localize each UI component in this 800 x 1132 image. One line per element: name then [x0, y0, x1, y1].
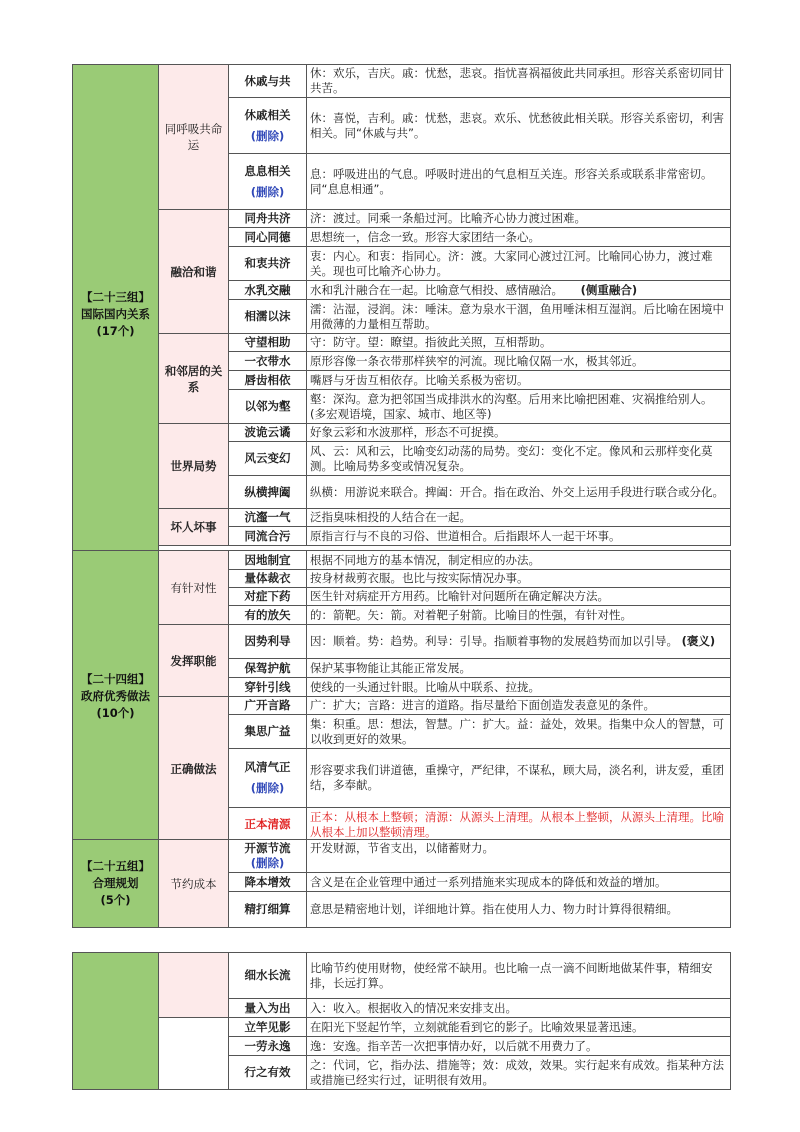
- term: 量体裁衣: [229, 570, 307, 588]
- group-count: (10个): [96, 705, 135, 720]
- term: 保驾护航: [229, 659, 307, 678]
- term: 一衣带水: [229, 352, 307, 371]
- table-row: [73, 953, 731, 999]
- description: 原形容像一条衣带那样狭窄的河流。现比喻仅隔一水，极其邻近。: [307, 352, 731, 371]
- description: 因：顺着。势：趋势。利导：引导。指顺着事物的发展趋势而加以引导。: [310, 634, 678, 648]
- term: 风云变幻: [229, 442, 307, 476]
- emphasis-note: (褒义): [681, 634, 716, 648]
- term: 穿针引线: [229, 678, 307, 697]
- term: 细水长流: [229, 953, 307, 999]
- delete-tag: (删除): [250, 128, 285, 143]
- group-title: 【二十三组】: [81, 290, 150, 304]
- table-row: [73, 840, 731, 873]
- section-continued-cell: [159, 953, 229, 1018]
- group-title: 【二十四组】: [81, 671, 150, 686]
- description: 集：积重。思：想法，智慧。广：扩大。益：益处，效果。指集中众人的智慧，可以收到更好的效果。: [307, 715, 731, 749]
- term: 立竿见影: [229, 1018, 307, 1037]
- term: 休戚相关: [244, 107, 291, 122]
- description: 水和乳汁融合在一起。比喻意气相投、感情融洽。: [310, 282, 563, 297]
- description: 纵横：用游说来联合。捭阖：开合。指在政治、外交上运用手段进行联合或分化。: [307, 476, 731, 509]
- term: 纵横捭阖: [229, 476, 307, 509]
- term: 相濡以沫: [229, 300, 307, 334]
- section-label: 世界局势: [159, 424, 229, 509]
- term: 休戚与共: [229, 65, 307, 98]
- table-row: [73, 210, 731, 228]
- description: 按身材裁剪衣服。也比与按实际情况办事。: [307, 570, 731, 588]
- term: 降本增效: [229, 873, 307, 892]
- section-label: 节约成本: [159, 840, 229, 928]
- term: 守望相助: [229, 334, 307, 352]
- description: 守：防守。望：瞭望。指彼此关照，互相帮助。: [307, 334, 731, 352]
- section-label: 和邻居的关系: [159, 334, 229, 424]
- table-row: [73, 424, 731, 442]
- group-count: (5个): [100, 893, 131, 907]
- description: 医生针对病症开方用药。比喻针对问题所在确定解决方法。: [307, 588, 731, 606]
- term: 精打细算: [229, 892, 307, 928]
- group-25-cell: [73, 840, 159, 928]
- description: 泛指臭味相投的人结合在一起。: [307, 509, 731, 527]
- description: 根据不同地方的基本情况，制定相应的办法。: [307, 551, 731, 570]
- description: 形容要求我们讲道德，重操守，严纪律，不谋私，顾大局，淡名利，讲友爱，重团结，多奉献。: [307, 749, 731, 808]
- idiom-table-group25: [72, 839, 731, 928]
- idiom-table-main: [72, 64, 731, 565]
- description: 使线的一头通过针眼。比喻从中联系、拉拢。: [307, 678, 731, 697]
- term: 水乳交融: [229, 281, 307, 300]
- idiom-table-continued: [72, 952, 731, 1090]
- term: 同舟共济: [229, 210, 307, 228]
- term: 息息相关: [244, 163, 291, 178]
- delete-tag: (删除): [250, 184, 285, 199]
- description: 保护某事物能让其能正常发展。: [307, 659, 731, 678]
- term: 行之有效: [229, 1056, 307, 1090]
- term: 正本清源: [229, 808, 307, 842]
- emphasis-note: (侧重融合): [580, 282, 638, 297]
- description: 的：箭靶。矢：箭。对着靶子射箭。比喻目的性强，有针对性。: [307, 606, 731, 625]
- idiom-table-group24: [72, 550, 731, 842]
- group-name: 政府优秀做法: [81, 688, 150, 703]
- table-row: [73, 697, 731, 715]
- description: 入：收入。根据收入的情况来安排支出。: [307, 999, 731, 1018]
- term: 对症下药: [229, 588, 307, 606]
- section-label: 发挥职能: [159, 625, 229, 697]
- term: 同流合污: [229, 527, 307, 546]
- description: 逸：安逸。指辛苦一次把事情办好，以后就不用费力了。: [307, 1037, 731, 1056]
- table-row: [73, 334, 731, 352]
- section-label: 坏人坏事: [159, 509, 229, 546]
- group-name: 国际国内关系: [81, 307, 150, 321]
- section-label: 同呼吸共命运: [159, 65, 229, 210]
- description: 濡：沾湿，浸润。沫：唾沫。意为泉水干涸，鱼用唾沫相互湿润。后比喻在困境中用微薄的力量相互帮助。: [307, 300, 731, 334]
- description: 好象云彩和水波那样，形态不可捉摸。: [307, 424, 731, 442]
- term-cell: [229, 749, 307, 808]
- term: 广开言路: [229, 697, 307, 715]
- table-row: [73, 625, 731, 659]
- term-cell: [229, 840, 307, 873]
- term: 以邻为壑: [229, 390, 307, 424]
- term: 沆瀣一气: [229, 509, 307, 527]
- description: 济：渡过。同乘一条船过河。比喻齐心协力渡过困难。: [307, 210, 731, 228]
- term: 同心同德: [229, 228, 307, 247]
- description: 嘴唇与牙齿互相依存。比喻关系极为密切。: [307, 371, 731, 390]
- term: 一劳永逸: [229, 1037, 307, 1056]
- description-cell: [307, 625, 731, 659]
- description: 衷：内心。和衷：指同心。济：渡。大家同心渡过江河。比喻同心协力，渡过难关。现也可比喻齐心协力。: [307, 247, 731, 281]
- group-title: 【二十五组】: [81, 859, 150, 873]
- description: 壑：深沟。意为把邻国当成排洪水的沟壑。后用来比喻把困难、灾祸推给别人。(多宏观语境，国家、城市、地区等): [307, 390, 731, 424]
- description: 广：扩大；言路：进言的道路。指尽量给下面创造发表意见的条件。: [307, 697, 731, 715]
- description: 正本：从根本上整顿；清源：从源头上清理。从根本上整顿，从源头上清理。比喻从根本上加以整顿清理。: [307, 808, 731, 842]
- term-cell: [229, 154, 307, 210]
- description: 原指言行与不良的习俗、世道相合。后指跟坏人一起干坏事。: [307, 527, 731, 546]
- term: 唇齿相依: [229, 371, 307, 390]
- description: 含义是在企业管理中通过一系列措施来实现成本的降低和效益的增加。: [307, 873, 731, 892]
- group-continued-cell: [73, 953, 159, 1090]
- description: 比喻节约使用财物，使经常不缺用。也比喻一点一滴不间断地做某件事，精细安排，长远打算。: [307, 953, 731, 999]
- term: 开源节流: [244, 841, 291, 855]
- section-label: 正确做法: [159, 697, 229, 842]
- term: 风清气正: [244, 760, 291, 774]
- group-24-cell: [73, 551, 159, 842]
- description: 风、云：风和云，比喻变幻动荡的局势。变幻：变化不定。像风和云那样变化莫测。比喻局势多变或情况复杂。: [307, 442, 731, 476]
- term: 量入为出: [229, 999, 307, 1018]
- group-23-cell: [73, 65, 159, 565]
- description: 开发财源，节省支出，以储蓄财力。: [307, 840, 731, 873]
- group-name: 合理规划: [92, 876, 139, 890]
- description: 思想统一，信念一致。形容大家团结一条心。: [307, 228, 731, 247]
- term-cell: [229, 98, 307, 154]
- table-row: [73, 65, 731, 98]
- description: 息：呼吸进出的气息。呼吸时进出的气息相互关连。形容关系或联系非常密切。同“息息相通”。: [307, 154, 731, 210]
- table-row: [73, 1018, 731, 1037]
- description-cell: [307, 281, 731, 300]
- term: 因势利导: [229, 625, 307, 659]
- term: 和衷共济: [229, 247, 307, 281]
- delete-tag: (删除): [250, 781, 285, 795]
- description: 之：代词，它，指办法、措施等；效：成效，效果。实行起来有成效。指某种方法或措施已经实行过，证明很有效用。: [307, 1056, 731, 1090]
- delete-tag: (删除): [250, 856, 285, 870]
- term: 集思广益: [229, 715, 307, 749]
- section-label: 融洽和谐: [159, 210, 229, 334]
- table-row: [73, 509, 731, 527]
- term: 因地制宜: [229, 551, 307, 570]
- section-label: 有针对性: [159, 551, 229, 625]
- term: 有的放矢: [229, 606, 307, 625]
- section-empty-cell: [159, 1018, 229, 1090]
- description: 休：欢乐，吉庆。戚：忧愁，悲哀。指忧喜祸福彼此共同承担。形容关系密切同甘共苦。: [307, 65, 731, 98]
- table-row: [73, 551, 731, 570]
- description: 在阳光下竖起竹竿，立刻就能看到它的影子。比喻效果显著迅速。: [307, 1018, 731, 1037]
- term: 波诡云谲: [229, 424, 307, 442]
- description: 意思是精密地计划，详细地计算。指在使用人力、物力时计算得很精细。: [307, 892, 731, 928]
- group-count: (17个): [96, 324, 135, 338]
- description: 休：喜悦，吉利。戚：忧愁，悲哀。欢乐、忧愁彼此相关联。形容关系密切，利害相关。同“休戚与共”。: [307, 98, 731, 154]
